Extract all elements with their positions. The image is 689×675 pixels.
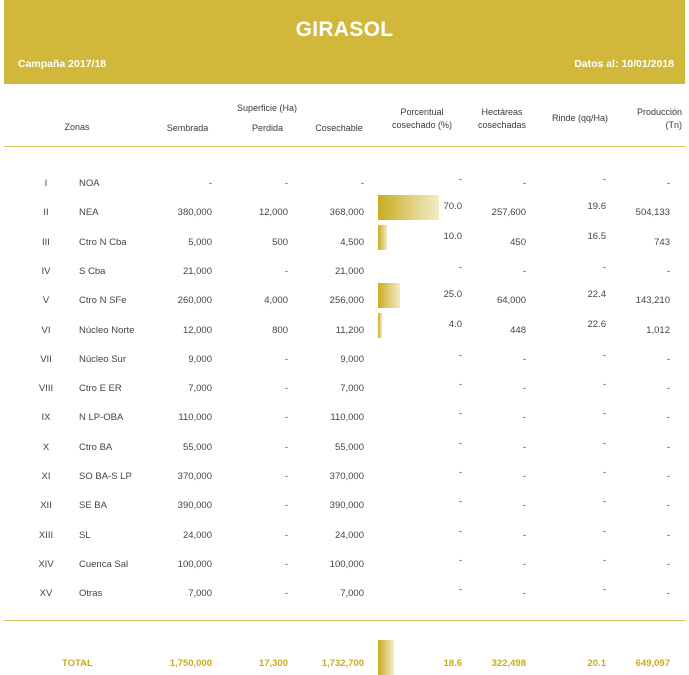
campaign-label: Campaña 2017/18 — [18, 58, 107, 70]
header-porcentual-2: cosechado (%) — [391, 120, 453, 130]
row-porcentual: 4.0 — [448, 318, 462, 330]
row-perdida: - — [284, 471, 288, 482]
row-zona: SE BA — [79, 500, 107, 512]
row-zona: NOA — [79, 178, 100, 189]
row-zona: NEA — [79, 207, 99, 219]
row-produccion: - — [666, 471, 670, 482]
row-rinde: - — [602, 261, 606, 273]
row-hectareas: - — [522, 412, 526, 424]
row-number: I — [44, 178, 48, 189]
row-produccion: - — [666, 500, 670, 512]
row-porcentual: - — [458, 525, 462, 537]
total-cosechable: 1,732,700 — [321, 658, 364, 669]
row-cosechable: 390,000 — [329, 500, 364, 512]
row-hectareas: - — [522, 383, 526, 395]
row-hectareas: - — [522, 529, 526, 541]
row-rinde: - — [602, 437, 606, 449]
row-zona: Otras — [79, 588, 103, 600]
row-sembrada: 260,000 — [177, 295, 212, 307]
row-rinde: - — [602, 554, 606, 566]
total-produccion: 649,097 — [635, 658, 670, 669]
row-number: VII — [40, 353, 52, 365]
row-perdida: 500 — [272, 236, 288, 248]
row-hectareas: - — [522, 441, 526, 453]
total-percent-bar — [378, 640, 394, 675]
row-rinde: - — [602, 467, 606, 478]
row-perdida: - — [284, 353, 288, 365]
header-sembrada: Sembrada — [166, 123, 209, 133]
row-zona: Ctro N SFe — [79, 295, 127, 307]
row-rinde: - — [602, 584, 606, 596]
row-number: XII — [40, 500, 52, 512]
row-cosechable: 11,200 — [335, 324, 364, 336]
data-date-label: Datos al: 10/01/2018 — [574, 58, 674, 70]
row-number: X — [42, 441, 50, 453]
row-hectareas: 64,000 — [496, 295, 526, 307]
row-sembrada: 110,000 — [178, 412, 212, 424]
row-porcentual: - — [458, 496, 462, 508]
row-porcentual: 70.0 — [443, 201, 462, 213]
row-cosechable: 368,000 — [329, 207, 364, 219]
row-produccion: - — [666, 588, 670, 600]
row-porcentual: - — [458, 261, 462, 273]
row-cosechable: 110,000 — [330, 412, 364, 424]
row-perdida: - — [284, 265, 288, 277]
row-sembrada: 100,000 — [177, 558, 212, 570]
row-zona: SL — [79, 529, 91, 541]
row-sembrada: 390,000 — [177, 500, 212, 512]
row-porcentual: - — [458, 584, 462, 596]
row-hectareas: - — [522, 353, 526, 365]
row-rinde: 22.4 — [587, 289, 606, 301]
row-perdida: - — [284, 529, 288, 541]
row-number: II — [43, 207, 49, 219]
row-rinde: - — [602, 379, 606, 391]
row-rinde: - — [602, 408, 606, 420]
row-porcentual: - — [458, 349, 462, 361]
row-hectareas: - — [522, 178, 526, 189]
header-banner — [4, 0, 685, 84]
row-perdida: - — [284, 383, 288, 395]
row-hectareas: - — [522, 471, 526, 482]
row-zona: Ctro E ER — [79, 383, 122, 395]
row-porcentual: 25.0 — [443, 289, 462, 301]
row-produccion: 504,133 — [635, 207, 670, 219]
row-sembrada: 55,000 — [182, 441, 212, 453]
row-rinde: - — [602, 174, 606, 185]
row-cosechable: 7,000 — [340, 383, 364, 395]
row-number: XIII — [38, 529, 54, 541]
row-zona: Núcleo Sur — [79, 353, 126, 365]
row-zona: Cuenca Sal — [79, 558, 129, 570]
row-perdida: 12,000 — [258, 207, 288, 219]
row-perdida: 4,000 — [264, 295, 288, 307]
total-sembrada: 1,750,000 — [169, 658, 212, 669]
header-cosechable: Cosechable — [315, 123, 363, 133]
row-rinde: 19.6 — [587, 201, 606, 213]
row-number: XIV — [38, 558, 54, 570]
row-produccion: - — [666, 441, 670, 453]
row-sembrada: 24,000 — [182, 529, 212, 541]
row-porcentual: - — [458, 467, 462, 478]
row-produccion: - — [666, 353, 670, 365]
total-divider — [4, 620, 685, 621]
row-zona: SO BA-S LP — [79, 471, 132, 482]
row-cosechable: 21,000 — [334, 265, 364, 277]
row-number: XV — [39, 588, 53, 600]
row-produccion: 143,210 — [635, 295, 670, 307]
row-sembrada: - — [208, 178, 212, 189]
row-produccion: 1,012 — [646, 324, 670, 336]
header-zonas: Zonas — [64, 122, 90, 132]
header-produccion-1: Producción — [636, 107, 682, 117]
row-cosechable: - — [360, 178, 364, 189]
row-porcentual: 10.0 — [443, 230, 462, 242]
row-sembrada: 5,000 — [188, 236, 212, 248]
total-porcentual: 18.6 — [443, 658, 462, 669]
row-cosechable: 100,000 — [329, 558, 364, 570]
row-sembrada: 12,000 — [182, 324, 212, 336]
percent-bar — [378, 195, 439, 220]
row-produccion: - — [666, 412, 670, 424]
percent-bar — [378, 225, 387, 250]
row-hectareas: - — [522, 558, 526, 570]
row-sembrada: 380,000 — [177, 207, 212, 219]
row-perdida: - — [284, 588, 288, 600]
row-perdida: - — [284, 178, 288, 189]
row-porcentual: - — [458, 408, 462, 420]
header-divider — [4, 146, 685, 147]
row-hectareas: 450 — [510, 236, 526, 248]
row-produccion: - — [666, 265, 670, 277]
row-zona: S Cba — [79, 265, 106, 277]
row-perdida: - — [284, 558, 288, 570]
row-zona: N LP-OBA — [79, 412, 124, 424]
row-cosechable: 256,000 — [329, 295, 364, 307]
row-hectareas: - — [522, 500, 526, 512]
row-cosechable: 55,000 — [334, 441, 364, 453]
header-rinde: Rinde (qq/Ha) — [551, 113, 609, 123]
total-label: TOTAL — [62, 658, 93, 669]
row-number: IX — [41, 412, 51, 424]
row-number: VIII — [38, 383, 54, 395]
row-cosechable: 7,000 — [340, 588, 364, 600]
row-number: XI — [41, 471, 51, 482]
row-sembrada: 7,000 — [188, 588, 212, 600]
row-sembrada: 21,000 — [182, 265, 212, 277]
row-sembrada: 9,000 — [188, 353, 212, 365]
header-superficie: Superficie (Ha) — [236, 103, 298, 113]
header-hectareas-2: cosechadas — [477, 120, 527, 130]
row-porcentual: - — [458, 554, 462, 566]
row-zona: Ctro BA — [79, 441, 113, 453]
percent-bar — [378, 283, 400, 308]
row-rinde: 16.5 — [587, 230, 606, 242]
row-sembrada: 7,000 — [188, 383, 212, 395]
row-perdida: 800 — [272, 324, 288, 336]
row-produccion: - — [666, 529, 670, 541]
total-perdida: 17,300 — [258, 658, 288, 669]
row-perdida: - — [284, 412, 288, 424]
header-produccion-2: (Tn) — [665, 120, 682, 130]
row-porcentual: - — [458, 379, 462, 391]
row-number: VI — [41, 324, 51, 336]
row-cosechable: 24,000 — [334, 529, 364, 541]
row-rinde: - — [602, 349, 606, 361]
row-cosechable: 9,000 — [340, 353, 364, 365]
row-number: III — [42, 236, 50, 248]
row-produccion: - — [666, 558, 670, 570]
row-porcentual: - — [458, 174, 462, 185]
page-title: GIRASOL — [295, 18, 394, 41]
row-produccion: - — [666, 178, 670, 189]
total-rinde: 20.1 — [587, 658, 606, 669]
row-perdida: - — [284, 500, 288, 512]
row-cosechable: 370,000 — [329, 471, 364, 482]
percent-bar — [378, 313, 382, 338]
header-hectareas-1: Hectáreas — [481, 107, 523, 117]
row-zona: Ctro N Cba — [79, 236, 127, 248]
row-rinde: - — [602, 525, 606, 537]
header-perdida: Perdida — [251, 123, 284, 133]
header-porcentual-1: Porcentual — [400, 107, 444, 117]
row-produccion: 743 — [654, 236, 670, 248]
row-hectareas: 257,600 — [491, 207, 526, 219]
total-hectareas: 322,498 — [491, 658, 526, 669]
row-number: IV — [41, 265, 51, 277]
row-zona: Núcleo Norte — [79, 324, 135, 336]
row-hectareas: 448 — [510, 324, 526, 336]
row-hectareas: - — [522, 588, 526, 600]
row-cosechable: 4,500 — [340, 236, 364, 248]
row-perdida: - — [284, 441, 288, 453]
row-rinde: - — [602, 496, 606, 508]
row-rinde: 22.6 — [587, 318, 606, 330]
row-produccion: - — [666, 383, 670, 395]
row-number: V — [42, 295, 50, 307]
row-porcentual: - — [458, 437, 462, 449]
row-sembrada: 370,000 — [177, 471, 212, 482]
row-hectareas: - — [522, 265, 526, 277]
